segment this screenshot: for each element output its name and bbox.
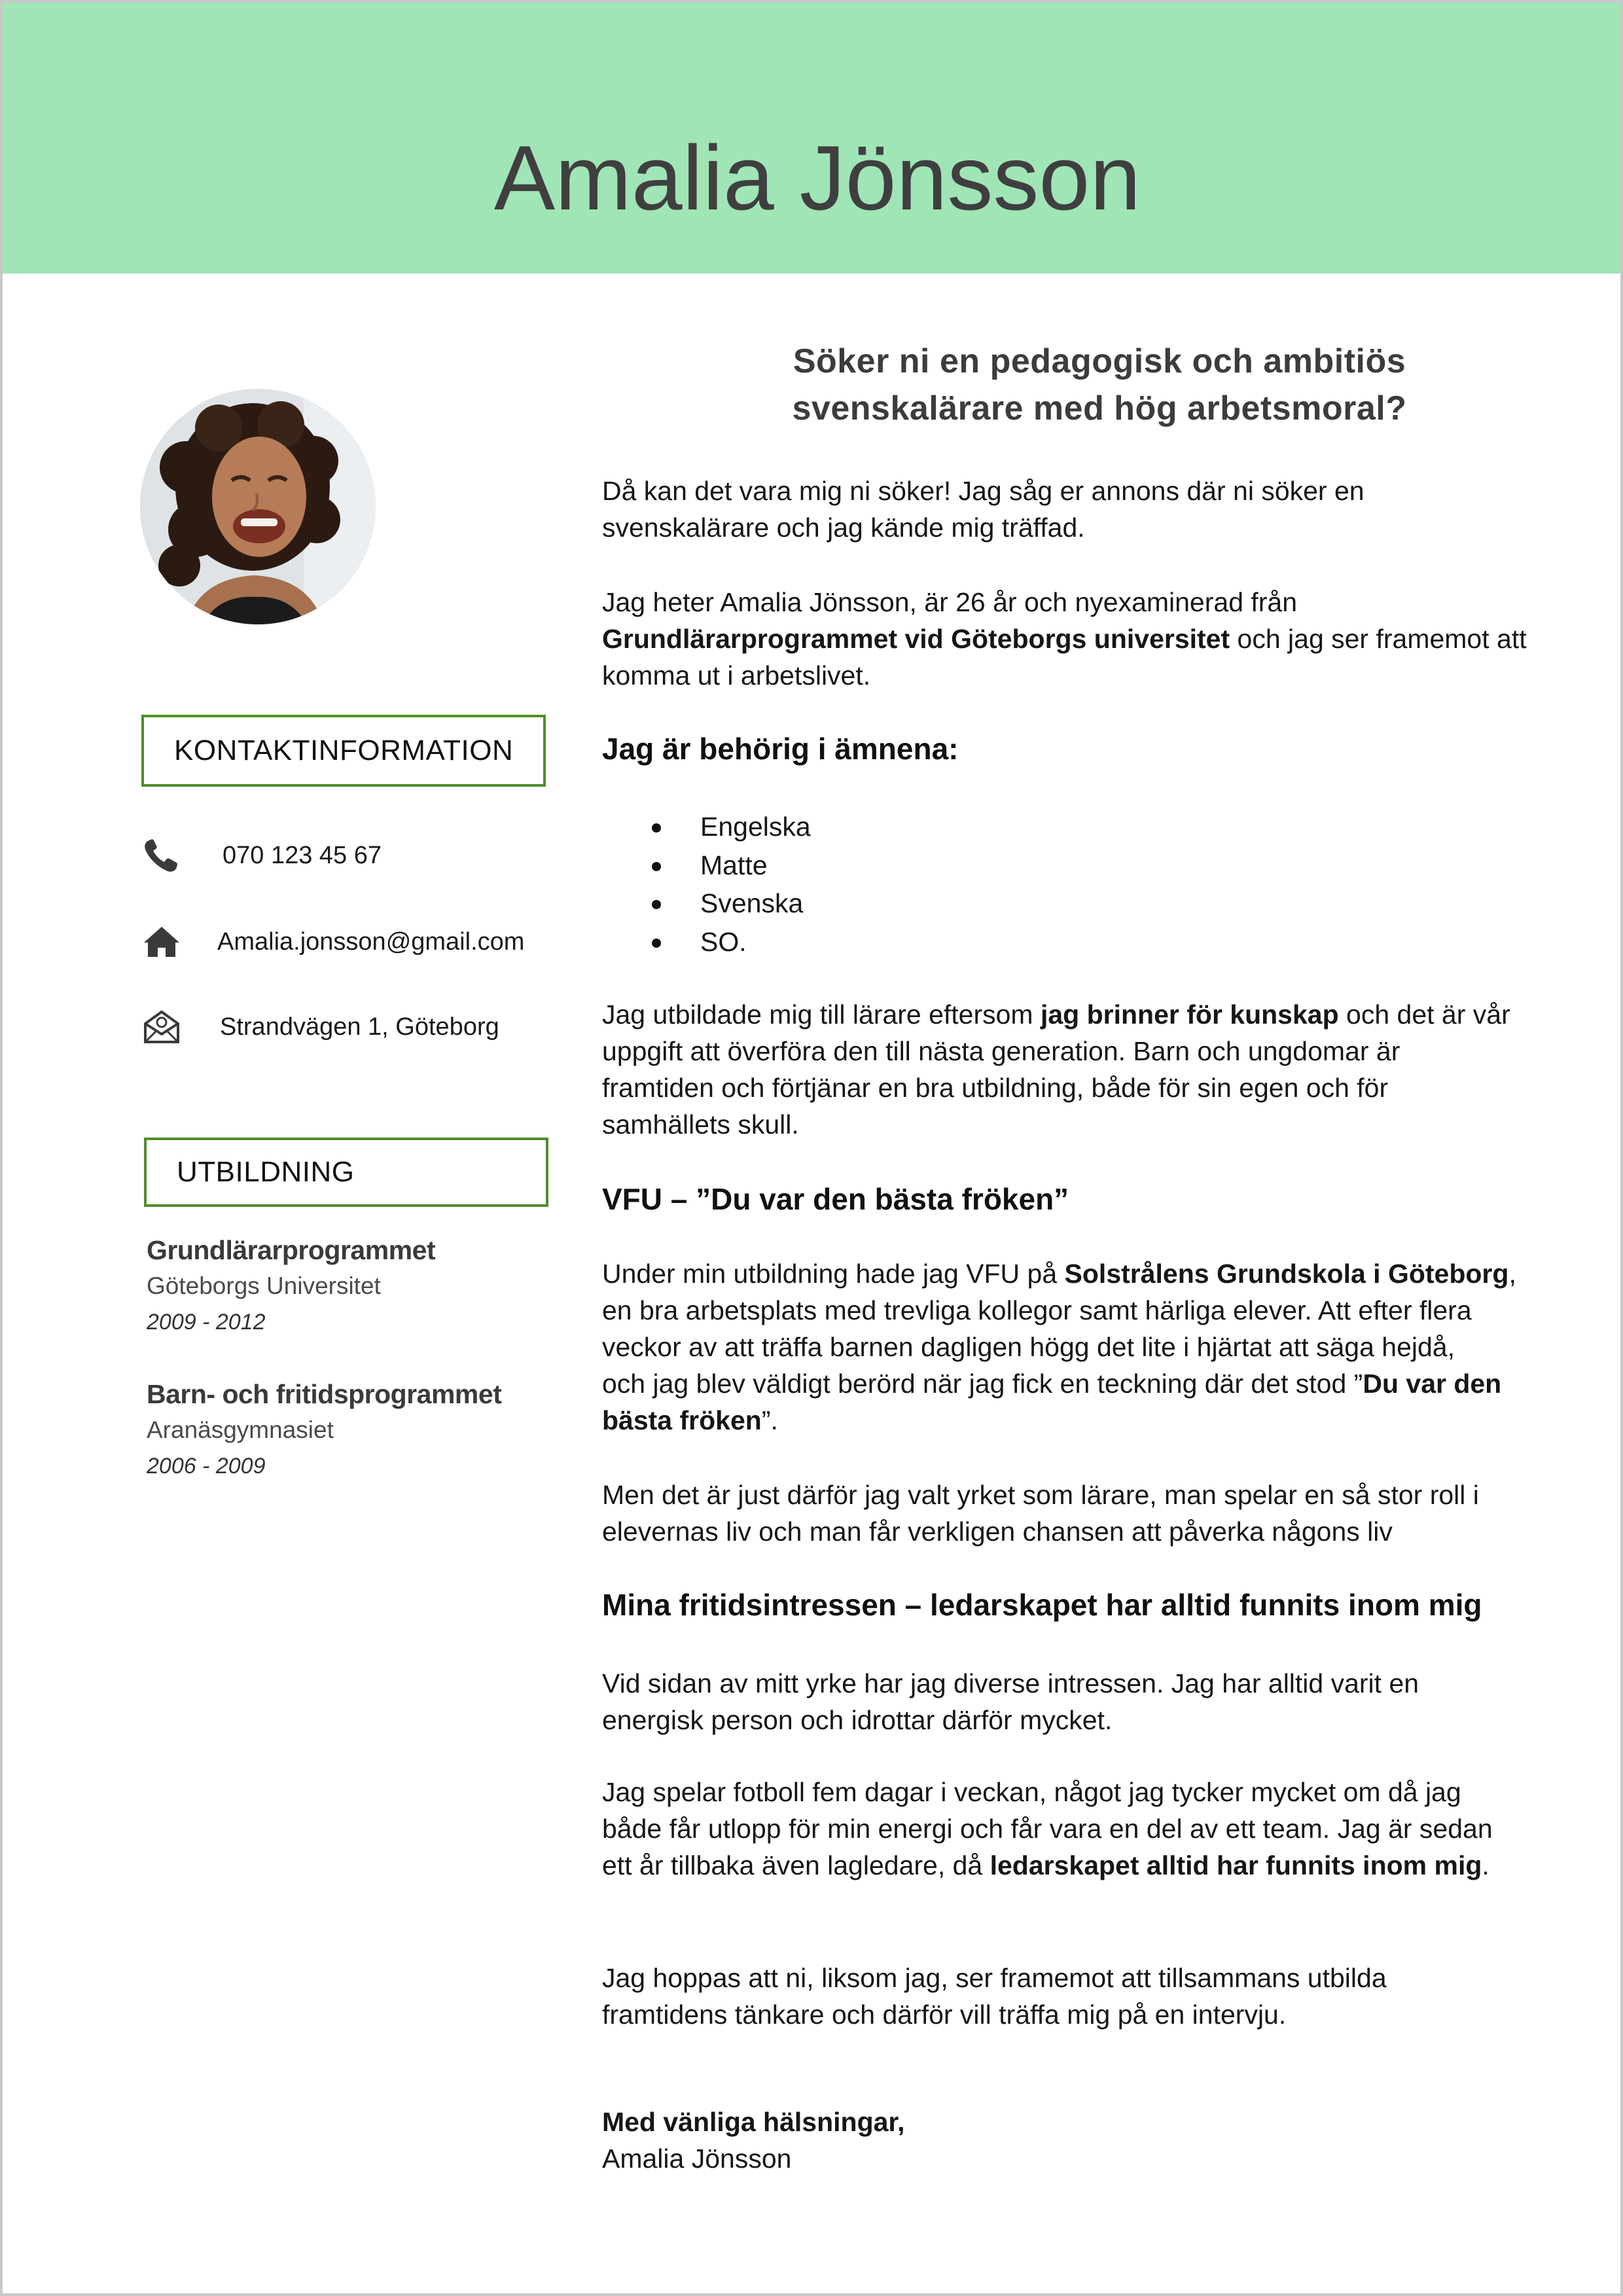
text-line: framtiden och förtjänar en bra utbildning, både för sin egen och för bbox=[602, 1073, 1389, 1103]
bold-quote: bästa fröken bbox=[602, 1405, 762, 1435]
text-line: Vid sidan av mitt yrke har jag diverse intressen. Jag har alltid varit en bbox=[602, 1668, 1419, 1698]
vfu-heading: VFU – ”Du var den bästa fröken” bbox=[602, 1182, 1069, 1216]
list-item: Matte bbox=[652, 846, 811, 885]
education-school: Aranäsgymnasiet bbox=[147, 1416, 334, 1443]
text-span: och jag blev väldigt berörd när jag fick en teckning där det stod ” bbox=[602, 1369, 1363, 1399]
hobby-heading: Mina fritidsintressen – ledarskapet har alltid funnits inom mig bbox=[602, 1588, 1482, 1622]
signature-block bbox=[602, 2104, 1584, 2177]
text-line: energisk person och idrottar därför mycket. bbox=[602, 1705, 1113, 1735]
text-span: och jag ser framemot att bbox=[1230, 624, 1527, 654]
text-line: Men det är just därför jag valt yrket som lärare, man spelar en så stor roll i bbox=[602, 1480, 1479, 1510]
text-span: Under min utbildning hade jag VFU på bbox=[602, 1259, 1065, 1289]
headline-line: Söker ni en pedagogisk och ambitiös bbox=[793, 342, 1406, 380]
bold-passion: jag brinner för kunskap bbox=[1040, 999, 1339, 1030]
applicant-name: Amalia Jönsson bbox=[493, 126, 1141, 229]
text-line: elevernas liv och man får verkligen chansen att påverka någons liv bbox=[602, 1516, 1393, 1547]
profile-photo bbox=[140, 389, 376, 624]
sign-off: Med vänliga hälsningar, bbox=[602, 2107, 905, 2137]
education-years: 2009 - 2012 bbox=[147, 1310, 266, 1335]
house-icon bbox=[143, 923, 181, 961]
headline-line: svenskalärare med hög arbetsmoral? bbox=[792, 389, 1407, 427]
education-heading: UTBILDNING bbox=[177, 1156, 355, 1188]
text-span: ”. bbox=[761, 1405, 778, 1435]
bold-school: Solstrålens Grundskola i Göteborg bbox=[1064, 1259, 1509, 1289]
bold-quote: Du var den bbox=[1363, 1369, 1502, 1399]
passion-paragraph bbox=[602, 996, 1584, 1143]
closing-paragraph bbox=[602, 1960, 1584, 2033]
bold-leadership: ledarskapet alltid har funnits inom mig bbox=[990, 1850, 1482, 1880]
letter-headline bbox=[589, 338, 1610, 432]
text-span: ett år tillbaka även lagledare, då bbox=[602, 1850, 990, 1880]
hobby-paragraph-1 bbox=[602, 1665, 1584, 1738]
list-item: Engelska bbox=[652, 808, 811, 846]
text-line: komma ut i arbetslivet. bbox=[602, 660, 871, 691]
mail-envelope-icon bbox=[143, 1008, 181, 1046]
education-school: Göteborgs Universitet bbox=[147, 1272, 381, 1299]
text-line: både får utlopp för min energi och får vara en del av ett team. Jag är sedan bbox=[602, 1814, 1493, 1844]
education-years: 2006 - 2009 bbox=[147, 1454, 266, 1479]
text-line bbox=[602, 1847, 1584, 1884]
text-line: Jag hoppas att ni, liksom jag, ser framemot att tillsammans utbilda bbox=[602, 1963, 1387, 1993]
text-line bbox=[602, 1365, 1584, 1402]
phone-number[interactable]: 070 123 45 67 bbox=[223, 842, 382, 869]
text-line: uppgift att överföra den till nästa generation. Barn och ungdomar är bbox=[602, 1036, 1400, 1066]
text-line: svenskalärare och jag kände mig träffad. bbox=[602, 512, 1085, 543]
contact-address-row bbox=[140, 1008, 559, 1054]
email-address[interactable]: Amalia.jonsson@gmail.com bbox=[217, 928, 525, 956]
text-line: samhällets skull. bbox=[602, 1109, 799, 1139]
list-item: SO. bbox=[652, 923, 811, 961]
vfu-paragraph bbox=[602, 1255, 1584, 1439]
text-span: och det är vår bbox=[1338, 999, 1510, 1030]
text-line bbox=[602, 996, 1584, 1033]
contact-phone-row bbox=[140, 836, 559, 882]
header-banner bbox=[3, 3, 1620, 274]
text-line bbox=[602, 1255, 1584, 1292]
contact-email-row bbox=[140, 923, 559, 969]
education-item bbox=[147, 1232, 552, 1340]
hobby-paragraph-2 bbox=[602, 1774, 1584, 1884]
about-paragraph bbox=[602, 584, 1584, 694]
text-span: . bbox=[1482, 1850, 1489, 1880]
intro-paragraph bbox=[602, 473, 1584, 546]
text-span: , bbox=[1508, 1259, 1516, 1289]
text-line: Då kan det vara mig ni söker! Jag såg er annons där ni söker en bbox=[602, 476, 1364, 506]
list-item: Svenska bbox=[652, 884, 811, 923]
text-line bbox=[602, 620, 1584, 657]
street-address: Strandvägen 1, Göteborg bbox=[220, 1013, 499, 1041]
education-item bbox=[147, 1376, 552, 1484]
phone-icon bbox=[143, 836, 181, 874]
education-title: Grundlärarprogrammet bbox=[147, 1235, 436, 1265]
subjects-list bbox=[652, 808, 811, 961]
text-span: Jag utbildade mig till lärare eftersom bbox=[602, 999, 1041, 1030]
text-line: framtidens tänkare och därför vill träffa mig på en intervju. bbox=[602, 2000, 1287, 2030]
bold-program: Grundlärarprogrammet vid Göteborgs universitet bbox=[602, 624, 1230, 654]
text-line: en bra arbetsplats med trevliga kollegor samt härliga elever. Att efter flera bbox=[602, 1295, 1472, 1325]
text-line bbox=[602, 1402, 1584, 1439]
text-line: Jag spelar fotboll fem dagar i veckan, något jag tycker mycket om då jag bbox=[602, 1777, 1461, 1807]
subjects-heading: Jag är behörig i ämnena: bbox=[602, 732, 959, 766]
text-line: Jag heter Amalia Jönsson, är 26 år och nyexaminerad från bbox=[602, 587, 1298, 617]
contact-heading: KONTAKTINFORMATION bbox=[174, 734, 514, 766]
text-line: veckor av att träffa barnen dagligen högg det lite i hjärtat att säga hejdå, bbox=[602, 1332, 1455, 1362]
signature-name: Amalia Jönsson bbox=[602, 2144, 792, 2174]
role-paragraph bbox=[602, 1477, 1584, 1550]
education-heading-box bbox=[144, 1138, 548, 1207]
portrait-illustration bbox=[140, 389, 376, 624]
contact-heading-box bbox=[141, 715, 546, 787]
education-title: Barn- och fritidsprogrammet bbox=[147, 1379, 502, 1409]
